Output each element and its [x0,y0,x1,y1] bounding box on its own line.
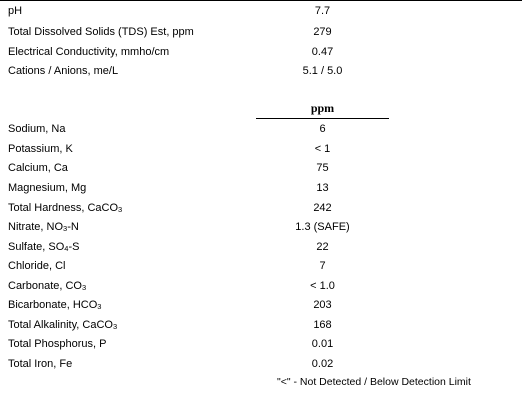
analyte-row [0,238,522,257]
analyte-value: < 1 [314,143,331,155]
analyte-label: Total Phosphorus, P [8,338,107,350]
analyte-value: 242 [313,202,332,214]
analyte-label: Potassium, K [8,143,73,155]
analyte-label: Calcium, Ca [8,162,68,174]
analyte-value: 168 [313,319,332,331]
summary-value: 279 [313,26,332,38]
analyte-row [0,277,522,296]
analyte-label: Nitrate, NO3-N [8,221,79,233]
summary-row-conductivity [0,43,522,62]
summary-row-ph [0,2,522,21]
analyte-row [0,316,522,335]
analyte-value: 22 [316,241,329,253]
summary-row-cations-anions [0,62,522,81]
summary-label: Cations / Anions, me/L [8,65,119,77]
summary-value: 0.47 [311,46,334,58]
analyte-row [0,159,522,178]
analyte-label: Sulfate, SO4-S [8,241,80,253]
summary-label: pH [8,5,23,17]
analyte-value: 75 [316,162,329,174]
analyte-row [0,218,522,237]
summary-value: 5.1 / 5.0 [302,65,343,77]
analyte-label: Chloride, Cl [8,260,66,272]
analyte-row [0,199,522,218]
analyte-label: Bicarbonate, HCO3 [8,299,102,311]
header-underline [256,118,389,119]
summary-row-tds [0,23,522,42]
analyte-row [0,179,522,198]
analyte-row [0,257,522,276]
ppm-column-header: ppm [310,101,335,115]
analyte-row [0,296,522,315]
summary-value: 7.7 [314,5,331,17]
analyte-value: 203 [313,299,332,311]
analyte-value: 13 [316,182,329,194]
analyte-label: Carbonate, CO3 [8,280,87,292]
analyte-row [0,140,522,159]
analyte-value: 1.3 (SAFE) [295,221,350,233]
summary-label: Electrical Conductivity, mmho/cm [8,46,170,58]
analyte-value: 7 [319,260,326,272]
analyte-row [0,355,522,374]
detection-limit-footnote: "<" - Not Detected / Below Detection Limit [277,376,471,388]
analyte-label: Total Hardness, CaCO3 [8,202,123,214]
analyte-row [0,335,522,354]
summary-label: Total Dissolved Solids (TDS) Est, ppm [8,26,194,38]
analyte-label: Sodium, Na [8,123,66,135]
analyte-label: Magnesium, Mg [8,182,87,194]
analyte-value: 0.02 [311,358,334,370]
analyte-label: Total Alkalinity, CaCO3 [8,319,118,331]
analyte-value: < 1.0 [310,280,335,292]
analyte-row [0,120,522,139]
analyte-value: 6 [319,123,326,135]
top-border [0,0,522,1]
analyte-value: 0.01 [311,338,334,350]
analyte-label: Total Iron, Fe [8,358,73,370]
